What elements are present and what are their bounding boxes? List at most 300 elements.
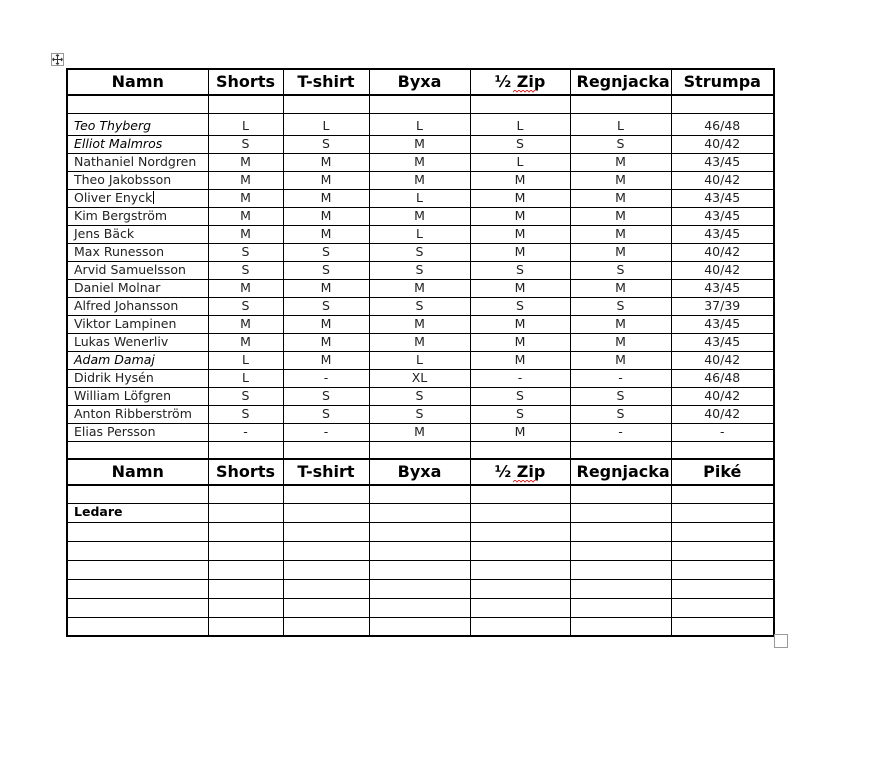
size-cell[interactable] <box>369 207 470 225</box>
size-cell[interactable] <box>671 351 774 369</box>
size-cell[interactable] <box>671 423 774 441</box>
player-name-cell[interactable] <box>67 279 208 297</box>
empty-cell[interactable] <box>470 522 570 541</box>
size-cell[interactable] <box>570 261 671 279</box>
section-label-cell[interactable] <box>67 503 208 522</box>
empty-cell[interactable] <box>369 598 470 617</box>
size-cell[interactable] <box>283 261 369 279</box>
size-cell[interactable] <box>283 387 369 405</box>
size-cell[interactable] <box>208 135 283 153</box>
size-cell[interactable] <box>283 113 369 135</box>
size-cell[interactable] <box>283 243 369 261</box>
size-cell[interactable] <box>208 423 283 441</box>
player-name-cell[interactable] <box>67 261 208 279</box>
size-cell-text: 40/42 <box>704 135 741 151</box>
player-name-cell[interactable] <box>67 225 208 243</box>
size-cell-text: - <box>323 423 329 439</box>
empty-cell[interactable] <box>283 617 369 636</box>
size-cell[interactable] <box>208 405 283 423</box>
size-cell-text: M <box>240 225 251 241</box>
size-cell-text: S <box>241 243 250 259</box>
size-cell[interactable] <box>470 387 570 405</box>
size-cell[interactable] <box>671 333 774 351</box>
size-cell[interactable] <box>208 171 283 189</box>
player-name-cell[interactable] <box>67 135 208 153</box>
size-cell[interactable] <box>671 153 774 171</box>
empty-cell[interactable] <box>470 617 570 636</box>
table-row <box>67 113 774 135</box>
size-cell[interactable] <box>470 405 570 423</box>
size-cell-text: M <box>615 333 626 349</box>
size-cell[interactable] <box>470 279 570 297</box>
player-name-cell[interactable] <box>67 315 208 333</box>
empty-cell[interactable] <box>283 560 369 579</box>
empty-cell[interactable] <box>671 617 774 636</box>
size-cell[interactable] <box>570 171 671 189</box>
size-cell-text: 46/48 <box>704 118 741 133</box>
empty-cell[interactable] <box>283 598 369 617</box>
empty-cell[interactable] <box>208 441 283 459</box>
empty-cell[interactable] <box>208 598 283 617</box>
player-name-cell-text: Kim Bergström <box>74 207 168 223</box>
empty-cell[interactable] <box>283 579 369 598</box>
size-cell-text: 43/45 <box>704 315 741 331</box>
empty-cell[interactable] <box>67 617 208 636</box>
size-cell-text: 46/48 <box>704 369 741 385</box>
size-cell[interactable] <box>570 135 671 153</box>
size-cell[interactable] <box>570 225 671 243</box>
size-cell[interactable] <box>570 315 671 333</box>
player-name-cell-text: Oliver Enyck <box>74 190 153 206</box>
empty-cell[interactable] <box>67 95 208 113</box>
size-cell[interactable] <box>283 351 369 369</box>
size-cell[interactable] <box>570 369 671 387</box>
size-cell[interactable] <box>369 297 470 315</box>
empty-cell[interactable] <box>671 95 774 113</box>
size-cell[interactable] <box>208 225 283 243</box>
size-cell[interactable] <box>283 423 369 441</box>
player-name-cell[interactable] <box>67 297 208 315</box>
size-cell[interactable] <box>208 153 283 171</box>
column-header-text: Regnjacka <box>576 72 670 91</box>
size-cell[interactable] <box>570 351 671 369</box>
empty-cell[interactable] <box>570 541 671 560</box>
column-header-text: Piké <box>703 462 742 481</box>
size-cell-text: S <box>516 261 524 277</box>
size-cell[interactable] <box>570 243 671 261</box>
table-row <box>67 171 774 189</box>
empty-cell[interactable] <box>67 522 208 541</box>
empty-cell[interactable] <box>208 522 283 541</box>
size-cell[interactable] <box>369 387 470 405</box>
player-name-cell-text: Jens Bäck <box>74 225 135 241</box>
player-name-cell[interactable] <box>67 423 208 441</box>
size-cell[interactable] <box>570 405 671 423</box>
size-cell-text: 43/45 <box>704 207 741 223</box>
player-name-cell[interactable] <box>67 207 208 225</box>
size-cell[interactable] <box>470 189 570 207</box>
size-cell[interactable] <box>671 113 774 135</box>
size-cell[interactable] <box>208 333 283 351</box>
column-header[interactable] <box>67 69 208 95</box>
size-cell[interactable] <box>208 315 283 333</box>
column-header-text: Strumpa <box>683 72 761 91</box>
empty-cell[interactable] <box>67 560 208 579</box>
table-row <box>67 225 774 243</box>
player-name-cell[interactable] <box>67 153 208 171</box>
size-cell[interactable] <box>470 135 570 153</box>
size-cell[interactable] <box>208 207 283 225</box>
size-cell[interactable] <box>671 243 774 261</box>
size-cell[interactable] <box>570 387 671 405</box>
size-cell[interactable] <box>470 423 570 441</box>
empty-cell[interactable] <box>671 579 774 598</box>
size-cell[interactable] <box>671 279 774 297</box>
size-cell-text: S <box>415 297 424 313</box>
empty-cell[interactable] <box>208 95 283 113</box>
size-cell-text: M <box>615 279 626 295</box>
size-cell[interactable] <box>283 225 369 243</box>
size-cell-text: M <box>240 207 251 223</box>
size-cell-text: M <box>414 171 425 187</box>
size-cell-text: S <box>516 387 524 403</box>
empty-cell[interactable] <box>570 560 671 579</box>
column-header[interactable] <box>208 69 283 95</box>
empty-cell[interactable] <box>369 503 470 522</box>
empty-cell[interactable] <box>570 503 671 522</box>
empty-cell[interactable] <box>470 503 570 522</box>
empty-cell[interactable] <box>369 541 470 560</box>
size-cell-text: S <box>322 297 330 313</box>
column-header-text: Byxa <box>397 72 442 91</box>
size-cell[interactable] <box>369 261 470 279</box>
size-cell[interactable] <box>208 113 283 135</box>
size-cell[interactable] <box>369 423 470 441</box>
size-cell-text: S <box>415 243 424 259</box>
table-row <box>67 423 774 441</box>
size-cell[interactable] <box>283 189 369 207</box>
empty-cell[interactable] <box>208 579 283 598</box>
column-header[interactable] <box>283 69 369 95</box>
size-cell-text: M <box>615 153 626 169</box>
size-cell[interactable] <box>283 315 369 333</box>
column-header-text: T-shirt <box>297 72 355 91</box>
size-cell[interactable] <box>283 207 369 225</box>
size-cell-text: M <box>514 423 526 439</box>
size-cell[interactable] <box>470 369 570 387</box>
empty-cell[interactable] <box>283 522 369 541</box>
size-cell-text: M <box>514 333 526 349</box>
player-name-cell[interactable] <box>67 171 208 189</box>
empty-cell[interactable] <box>470 598 570 617</box>
player-name-cell[interactable] <box>67 387 208 405</box>
empty-cell[interactable] <box>671 522 774 541</box>
player-name-cell-text: Elliot Malmros <box>74 135 163 151</box>
size-cell-text: S <box>415 261 424 277</box>
size-cell[interactable] <box>208 297 283 315</box>
player-name-cell-text: Theo Jakobsson <box>74 171 172 187</box>
size-cell[interactable] <box>369 135 470 153</box>
empty-cell[interactable] <box>208 503 283 522</box>
size-cell[interactable] <box>470 225 570 243</box>
size-cell[interactable] <box>208 369 283 387</box>
empty-cell[interactable] <box>283 503 369 522</box>
size-cell-text: - <box>618 369 623 385</box>
size-cell-text: XL <box>411 369 428 385</box>
player-name-cell[interactable] <box>67 351 208 369</box>
player-name-cell[interactable] <box>67 243 208 261</box>
size-cell-text: L <box>416 351 423 367</box>
column-header[interactable] <box>208 459 283 485</box>
empty-cell[interactable] <box>283 541 369 560</box>
size-cell-text: M <box>320 207 332 223</box>
empty-cell[interactable] <box>369 522 470 541</box>
size-cell-text: M <box>320 171 332 187</box>
size-cell-text: M <box>414 423 425 439</box>
size-cell[interactable] <box>369 405 470 423</box>
empty-cell[interactable] <box>67 441 208 459</box>
size-cell[interactable] <box>470 243 570 261</box>
size-cell[interactable] <box>369 171 470 189</box>
size-cell-text: S <box>322 243 330 259</box>
size-cell[interactable] <box>671 135 774 153</box>
size-cell[interactable] <box>208 189 283 207</box>
empty-cell[interactable] <box>470 95 570 113</box>
size-cell[interactable] <box>570 113 671 135</box>
size-cell[interactable] <box>283 369 369 387</box>
header-row <box>67 459 774 485</box>
size-cell[interactable] <box>470 171 570 189</box>
player-name-cell-text: Lukas Wenerliv <box>74 333 169 349</box>
size-cell-text: 40/42 <box>704 351 741 367</box>
column-header[interactable] <box>671 459 774 485</box>
empty-cell[interactable] <box>671 485 774 503</box>
empty-cell[interactable] <box>369 579 470 598</box>
empty-cell[interactable] <box>671 441 774 459</box>
size-cell[interactable] <box>283 171 369 189</box>
empty-row <box>67 617 774 636</box>
size-cell-text: M <box>615 243 626 259</box>
table-row <box>67 387 774 405</box>
player-name-cell[interactable] <box>67 113 208 135</box>
size-cell[interactable] <box>283 153 369 171</box>
size-cell[interactable] <box>208 351 283 369</box>
size-cell-text: M <box>615 315 626 331</box>
empty-cell[interactable] <box>369 617 470 636</box>
size-cell[interactable] <box>671 207 774 225</box>
size-cell[interactable] <box>208 387 283 405</box>
size-cell[interactable] <box>283 333 369 351</box>
size-cell[interactable] <box>369 369 470 387</box>
size-cell-text: M <box>240 279 251 295</box>
size-cell-text: 37/39 <box>704 297 741 313</box>
empty-cell[interactable] <box>208 617 283 636</box>
empty-cell[interactable] <box>67 541 208 560</box>
size-cell-text: L <box>617 118 624 133</box>
empty-cell[interactable] <box>208 560 283 579</box>
text-cursor <box>153 191 154 204</box>
size-cell[interactable] <box>671 387 774 405</box>
size-cell[interactable] <box>671 171 774 189</box>
empty-cell[interactable] <box>570 522 671 541</box>
player-name-cell-text: Arvid Samuelsson <box>74 261 186 277</box>
size-cell-text: M <box>414 153 425 169</box>
empty-cell[interactable] <box>369 95 470 113</box>
column-header[interactable] <box>67 459 208 485</box>
size-cell[interactable] <box>369 113 470 135</box>
size-cell[interactable] <box>208 279 283 297</box>
size-cell-text: S <box>516 135 524 151</box>
column-header[interactable] <box>369 459 470 485</box>
size-cell-text: S <box>415 405 424 421</box>
size-cell[interactable] <box>671 297 774 315</box>
empty-cell[interactable] <box>570 617 671 636</box>
size-cell-text: M <box>615 225 626 241</box>
empty-cell[interactable] <box>67 598 208 617</box>
size-cell-text: L <box>416 118 423 133</box>
size-cell[interactable] <box>470 153 570 171</box>
size-cell[interactable] <box>470 333 570 351</box>
header-row <box>67 69 774 95</box>
empty-cell[interactable] <box>369 441 470 459</box>
size-cell[interactable] <box>208 261 283 279</box>
column-header[interactable] <box>470 459 570 485</box>
size-cell[interactable] <box>671 369 774 387</box>
size-cell[interactable] <box>570 207 671 225</box>
empty-cell[interactable] <box>208 485 283 503</box>
size-cell[interactable] <box>369 351 470 369</box>
table-resize-handle[interactable] <box>774 634 788 648</box>
column-header-text: Shorts <box>216 462 275 481</box>
empty-cell[interactable] <box>671 598 774 617</box>
empty-cell[interactable] <box>470 441 570 459</box>
player-name-cell-text: Daniel Molnar <box>74 279 161 295</box>
empty-cell[interactable] <box>369 560 470 579</box>
size-cell-text: M <box>414 279 425 295</box>
empty-cell[interactable] <box>470 541 570 560</box>
size-cell-text: M <box>615 351 626 367</box>
empty-cell[interactable] <box>570 485 671 503</box>
size-cell-text: S <box>322 405 330 421</box>
size-cell-text: M <box>615 171 626 187</box>
column-header[interactable] <box>470 69 570 95</box>
size-cell-text: - <box>243 423 248 439</box>
empty-cell[interactable] <box>67 485 208 503</box>
size-cell-text: S <box>241 261 250 277</box>
size-cell[interactable] <box>283 279 369 297</box>
empty-cell[interactable] <box>470 485 570 503</box>
size-cell[interactable] <box>570 423 671 441</box>
empty-cell[interactable] <box>369 485 470 503</box>
size-cell[interactable] <box>283 135 369 153</box>
empty-cell[interactable] <box>283 95 369 113</box>
size-cell[interactable] <box>470 261 570 279</box>
size-cell-text: S <box>241 405 250 421</box>
size-cell[interactable] <box>470 351 570 369</box>
empty-cell[interactable] <box>283 441 369 459</box>
empty-cell[interactable] <box>570 441 671 459</box>
size-cell[interactable] <box>570 153 671 171</box>
size-cell-text: L <box>416 225 423 241</box>
empty-cell[interactable] <box>470 579 570 598</box>
size-cell[interactable] <box>470 207 570 225</box>
size-cell-text: M <box>514 207 526 223</box>
size-cell[interactable] <box>671 315 774 333</box>
size-cell-text: 43/45 <box>704 225 741 241</box>
player-name-cell[interactable] <box>67 189 208 207</box>
column-header-text: Regnjacka <box>576 462 670 481</box>
size-cell-text: - <box>517 369 523 385</box>
column-header[interactable] <box>671 69 774 95</box>
empty-cell[interactable] <box>67 579 208 598</box>
player-name-cell-text: Max Runesson <box>74 243 165 259</box>
size-cell[interactable] <box>208 243 283 261</box>
size-cell-text: M <box>514 351 526 367</box>
column-header[interactable] <box>570 459 671 485</box>
size-cell-text: S <box>616 297 625 313</box>
size-cell[interactable] <box>369 333 470 351</box>
empty-cell[interactable] <box>283 485 369 503</box>
table-row <box>67 503 774 522</box>
player-name-cell[interactable] <box>67 369 208 387</box>
size-cell[interactable] <box>671 225 774 243</box>
table-move-handle[interactable] <box>51 53 64 66</box>
size-cell-text: M <box>414 207 425 223</box>
player-name-cell[interactable] <box>67 333 208 351</box>
empty-cell[interactable] <box>671 503 774 522</box>
size-cell-text: M <box>240 153 251 169</box>
empty-cell[interactable] <box>570 579 671 598</box>
size-cell[interactable] <box>470 315 570 333</box>
size-cell-text: - <box>618 423 623 439</box>
size-cell[interactable] <box>671 189 774 207</box>
size-cell-text: S <box>616 387 625 403</box>
size-cell[interactable] <box>369 279 470 297</box>
size-cell[interactable] <box>369 243 470 261</box>
column-header[interactable] <box>570 69 671 95</box>
size-cell[interactable] <box>283 405 369 423</box>
column-header[interactable] <box>283 459 369 485</box>
size-cell-text: S <box>241 297 250 313</box>
empty-cell[interactable] <box>671 541 774 560</box>
size-cell[interactable] <box>369 315 470 333</box>
size-cell[interactable] <box>570 189 671 207</box>
size-cell[interactable] <box>671 405 774 423</box>
size-cell[interactable] <box>570 297 671 315</box>
player-name-cell[interactable] <box>67 405 208 423</box>
size-cell[interactable] <box>369 153 470 171</box>
table-row <box>67 153 774 171</box>
size-cell[interactable] <box>369 189 470 207</box>
table-row <box>67 135 774 153</box>
size-cell[interactable] <box>470 113 570 135</box>
size-cell[interactable] <box>570 333 671 351</box>
empty-cell[interactable] <box>208 541 283 560</box>
empty-cell[interactable] <box>570 598 671 617</box>
empty-cell[interactable] <box>570 95 671 113</box>
size-cell[interactable] <box>283 297 369 315</box>
size-cell-text: M <box>514 225 526 241</box>
empty-cell[interactable] <box>671 560 774 579</box>
size-cell[interactable] <box>671 261 774 279</box>
table-row <box>67 243 774 261</box>
size-cell[interactable] <box>570 279 671 297</box>
size-cell-text: M <box>240 171 251 187</box>
empty-cell[interactable] <box>470 560 570 579</box>
size-cell[interactable] <box>369 225 470 243</box>
size-cell[interactable] <box>470 297 570 315</box>
column-header[interactable] <box>369 69 470 95</box>
